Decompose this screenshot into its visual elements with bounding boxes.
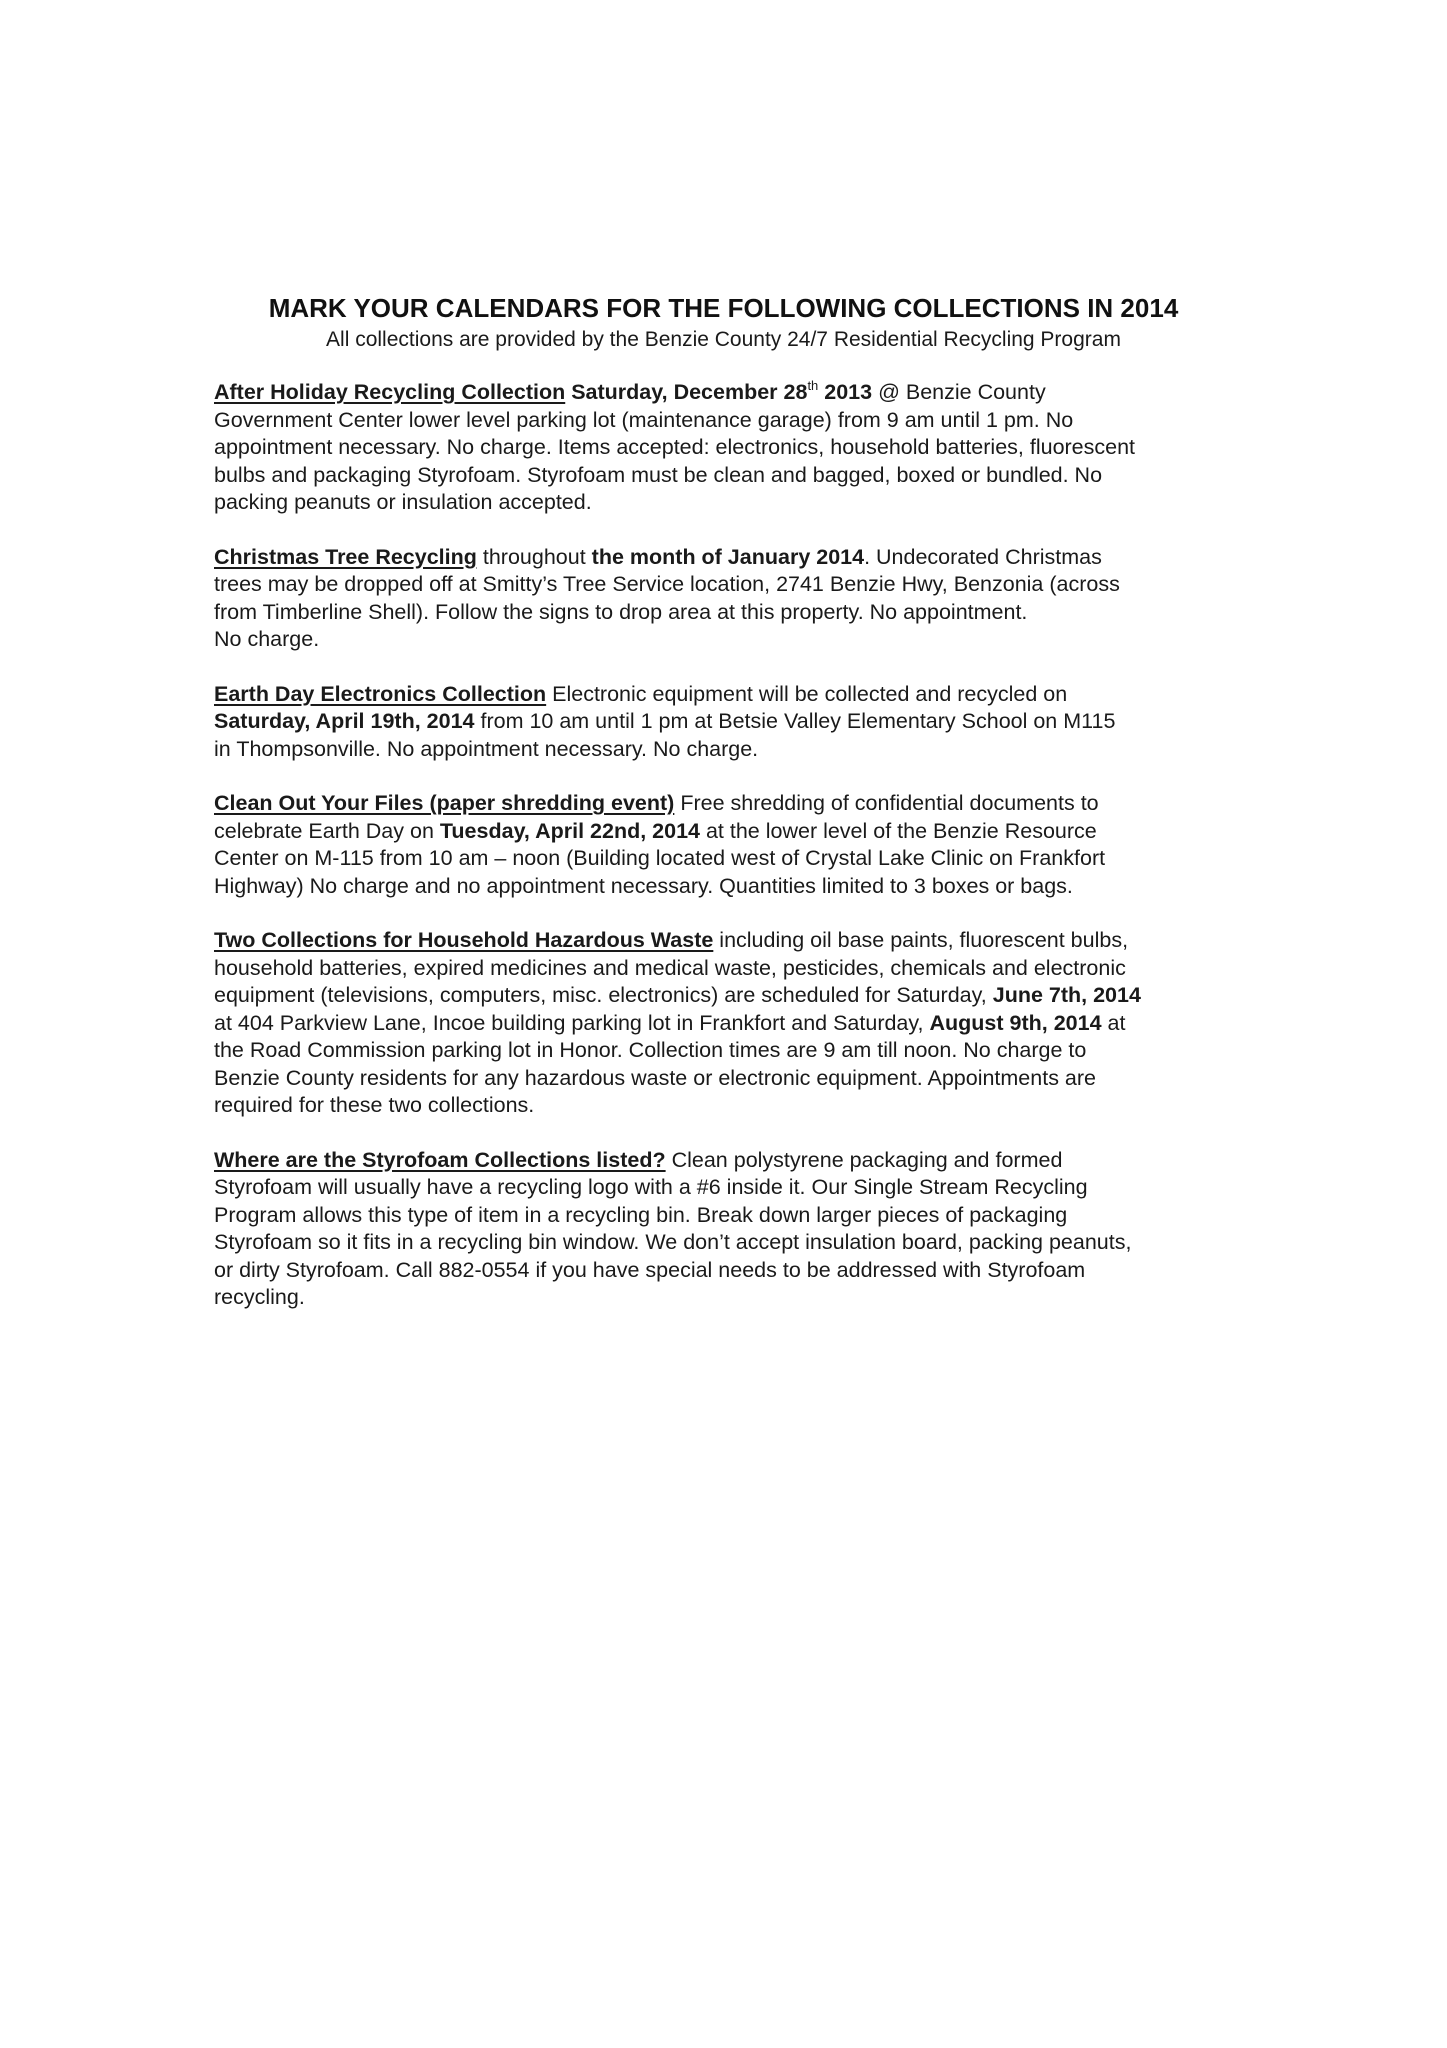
body-text: at 404 Parkview Lane, Incoe building parking lot in Frankfort and Saturday,: [214, 1010, 924, 1035]
collection-section: [214, 544, 1249, 654]
date-text: Tuesday, April 22nd, 2014: [439, 818, 700, 843]
body-text: Clean polystyrene packaging and formed Styrofoam will usually have a recycling logo with a #6 inside it. Our Single Stream Recycling Program allows this type of item in a recycling bin. Break down larger pieces of packaging Styrofoam so it fits in a recycling bin window. We don’t accept insulation board, packing peanuts, or dirty Styrofoam. Call 882-0554 if you have special needs to be addressed with Styrofoam recycling.: [214, 1147, 1132, 1309]
date-text: Saturday, December 28: [571, 380, 808, 404]
collection-section: [214, 379, 1249, 517]
collection-section: [214, 681, 1249, 764]
body-text: at the Road Commission parking lot in Honor. Collection times are 9 am till noon. No charge to Benzie County residents for any hazardous waste or electronic equipment. Appointments are required for these two collections.: [214, 1010, 1126, 1117]
date-text: June 7th, 2014: [992, 983, 1141, 1007]
collection-section: [214, 790, 1249, 900]
collection-section: [214, 927, 1249, 1120]
section-heading: Earth Day Electronics Collection: [214, 681, 547, 706]
body-text: @ Benzie County Government Center lower level parking lot (maintenance garage) from 9 am until 1 pm. No appointment necessary. No charge. Items accepted: electronics, household batteries, fluorescent bulbs and packaging Styrofoam. Styrofoam must be clean and bagged, boxed or bundled. No packing peanuts or insulation accepted.: [214, 380, 1136, 514]
body-text: Free shredding of confidential documents to celebrate Earth Day on: [214, 791, 1099, 843]
body-text: at the lower level of the Benzie Resource Center on M-115 from 10 am – noon (Building located west of Crystal Lake Clinic on Frankfort Highway) No charge and no appointment necessary. Quantities limited to 3 boxes or bags.: [214, 818, 1106, 898]
section-heading: Where are the Styrofoam Collections listed?: [214, 1147, 666, 1172]
collection-section: [214, 1147, 1249, 1312]
section-heading: After Holiday Recycling Collection: [214, 380, 566, 404]
collections-list: [214, 379, 1249, 1339]
body-text: throughout: [476, 544, 592, 569]
date-text: Saturday, April 19th, 2014: [214, 709, 475, 733]
date-text: the month of January 2014: [591, 544, 865, 569]
section-heading: Two Collections for Household Hazardous Waste: [214, 928, 714, 952]
date-text: 2013: [818, 380, 873, 404]
page-title: MARK YOUR CALENDARS FOR THE FOLLOWING COLLECTIONS IN 2014: [268, 293, 1179, 323]
body-text: Electronic equipment will be collected and recycled on: [552, 681, 1068, 706]
body-text: from 10 am until 1 pm at Betsie Valley Elementary School on M115 in Thompsonville. No appointment necessary. No charge.: [214, 709, 1116, 761]
body-text: . Undecorated Christmas trees may be dropped off at Smitty’s Tree Service location, 2741 Benzie Hwy, Benzonia (across from Timberline Shell). Follow the signs to drop area at this property. No appointment. No charge.: [214, 544, 1120, 651]
section-heading: Christmas Tree Recycling: [214, 544, 477, 569]
page-subtitle: All collections are provided by the Benzie County 24/7 Residential Recycling Program: [326, 328, 1121, 351]
date-text: August 9th, 2014: [929, 1010, 1102, 1035]
body-text: including oil base paints, fluorescent bulbs, household batteries, expired medicines and medical waste, pesticides, chemicals and electronic equipment (televisions, computers, misc. electronics) are scheduled for Saturday,: [214, 928, 1129, 1007]
section-heading: Clean Out Your Files (paper shredding event): [214, 791, 675, 815]
superscript-text: th: [807, 378, 819, 393]
